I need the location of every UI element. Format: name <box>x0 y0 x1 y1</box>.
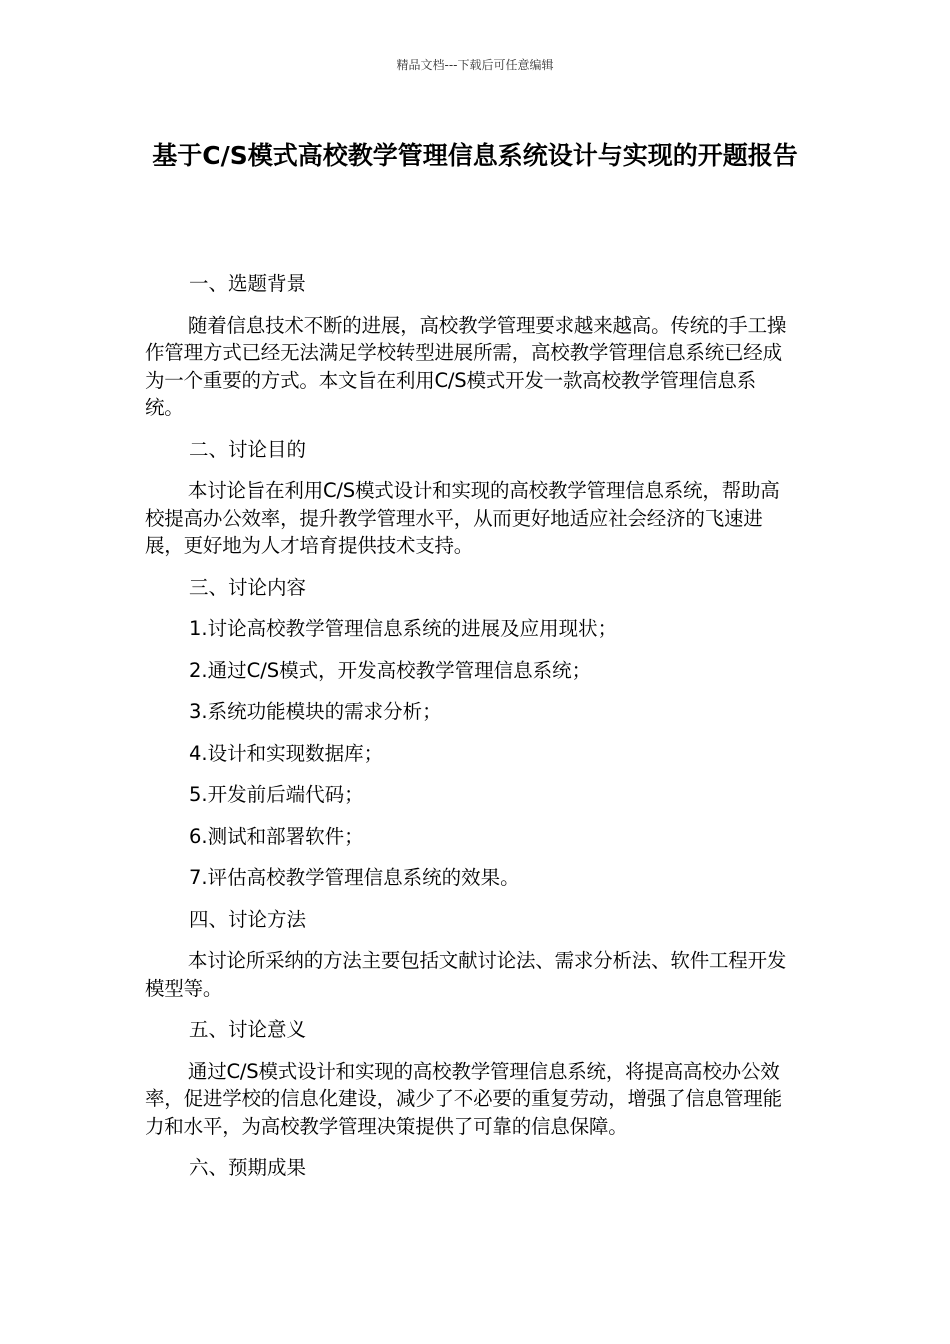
list-item: 6.测试和部署软件； <box>189 824 364 848</box>
section-heading-expected-results: 六、预期成果 <box>189 1156 307 1179</box>
list-item: 1.讨论高校教学管理信息系统的进展及应用现状； <box>189 617 618 640</box>
section-heading-content: 三、讨论内容 <box>189 575 307 599</box>
document-title: 基于C/S模式高校教学管理信息系统设计与实现的开题报告 <box>152 141 798 170</box>
section-text-background: 随着信息技术不断的进展，高校教学管理要求越来越高。传统的手工操作管理方式已经无法满足学校转型进展所需，高校教学管理信息系统已经成为一个重要的方式。本文旨在利用C/S模式开发一款高校教学管理信息系统。 <box>145 313 787 419</box>
header-note: 精品文档---下载后可任意编辑 <box>396 58 554 72</box>
document-body <box>145 270 793 1182</box>
section-heading-significance: 五、讨论意义 <box>189 1018 307 1041</box>
section-text-method: 本讨论所采纳的方法主要包括文献讨论法、需求分析法、软件工程开发模型等。 <box>145 949 787 1000</box>
list-item: 5.开发前后端代码； <box>189 783 364 806</box>
section-heading-method: 四、讨论方法 <box>189 907 307 931</box>
section-text-significance: 通过C/S模式设计和实现的高校教学管理信息系统，将提高高校办公效率，促进学校的信息化建设，减少了不必要的重复劳动，增强了信息管理能力和水平，为高校教学管理决策提供了可靠的信息保障。 <box>145 1059 782 1138</box>
list-item: 7.评估高校教学管理信息系统的效果。 <box>189 866 520 889</box>
section-heading-purpose: 二、讨论目的 <box>189 437 307 461</box>
list-item: 4.设计和实现数据库； <box>189 741 384 765</box>
section-heading-background: 一、选题背景 <box>189 272 307 295</box>
list-item: 3.系统功能模块的需求分析； <box>189 700 442 723</box>
section-text-purpose: 本讨论旨在利用C/S模式设计和实现的高校教学管理信息系统，帮助高校提高办公效率，提升教学管理水平，从而更好地适应社会经济的飞速进展，更好地为人才培育提供技术支持。 <box>145 479 780 557</box>
list-item: 2.通过C/S模式，开发高校教学管理信息系统； <box>189 658 592 682</box>
